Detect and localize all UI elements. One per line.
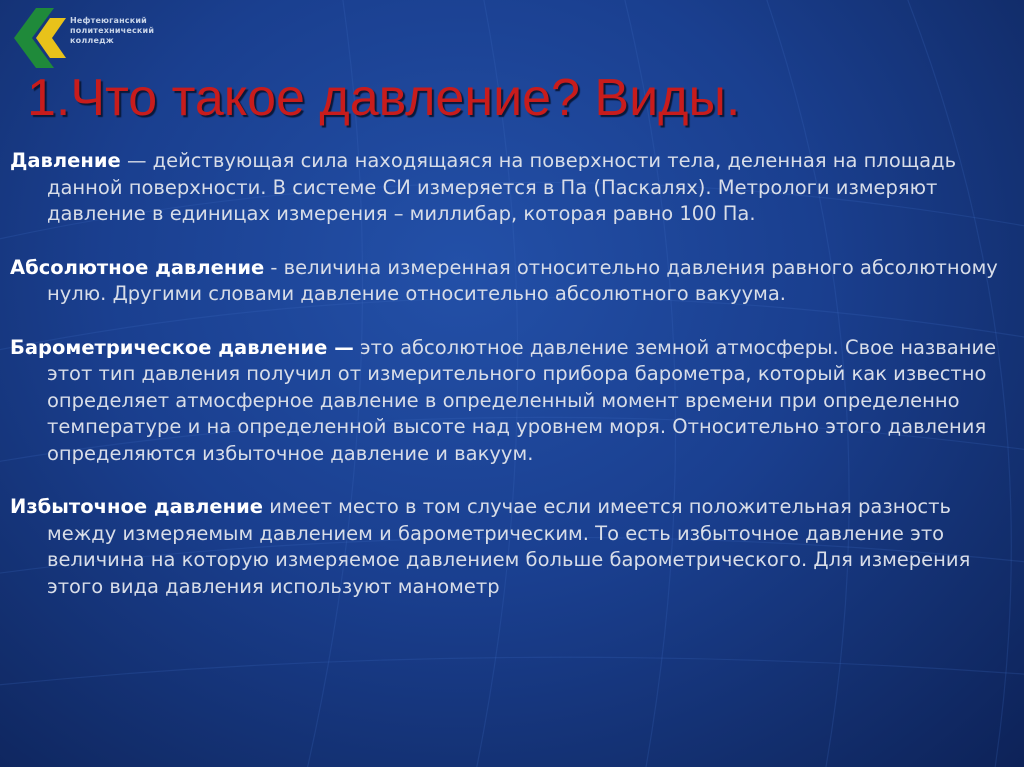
college-name xyxy=(70,16,200,46)
slide-title: 1.Что такое давление? Виды. xyxy=(27,69,741,127)
definition-term: Барометрическое давление — xyxy=(10,335,354,359)
college-name-line: колледж xyxy=(70,36,114,45)
college-logo xyxy=(14,6,74,70)
definition-term: Избыточное давление xyxy=(10,495,263,518)
definition-paragraph xyxy=(10,335,1010,468)
definition-term: Абсолютное давление xyxy=(10,255,265,279)
definition-paragraph xyxy=(10,148,1010,228)
definition-text: — действующая сила находящаяся на поверхности тела, деленная на площадь данной поверхности. В системе СИ измеряется в Па (Паскалях). Метрологи измеряют давление в единицах измерения – миллибар, которая равно 100 Па. xyxy=(47,149,957,225)
definition-paragraph xyxy=(10,255,1010,308)
slide-body xyxy=(10,148,1010,600)
definition-text: - величина измеренная относительно давления равного абсолютному нулю. Другими словами давление относительно абсолютного вакуума. xyxy=(47,255,998,305)
college-name-line: Нефтеюганский xyxy=(70,16,147,25)
college-name-line: политехнический xyxy=(70,26,155,35)
definition-text: имеет место в том случае если имеется положительная разность между измеряемым давлением и барометрическим. То есть избыточное давление это величина на которую измеряемое давлением больше барометрического. Для измерения этого вида давления используют манометр xyxy=(47,495,971,598)
definition-text: это абсолютное давление земной атмосферы. Свое название этот тип давления получил от измерительного прибора барометра, который как известно определяет атмосферное давление в определенный момент времени при определенно температуре и на определенной высоте над уровнем моря. Относительно этого давления определяются избыточное давление и вакуум. xyxy=(47,335,997,465)
definition-term: Давление xyxy=(10,149,121,172)
definition-paragraph xyxy=(10,494,1010,600)
